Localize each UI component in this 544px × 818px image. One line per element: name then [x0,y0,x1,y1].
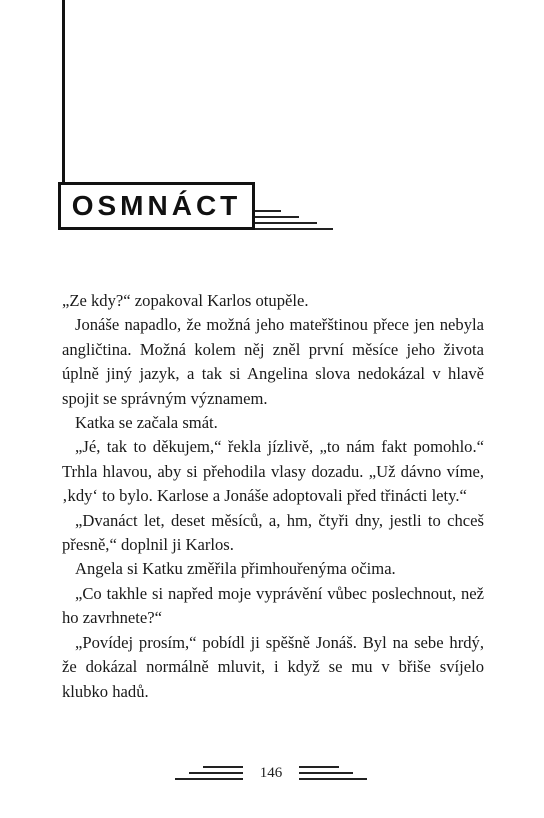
chapter-title-box [58,182,255,230]
paragraph-7: „Co takhle si napřed moje vyprávění vůbec poslechnout, než ho zavrhnete?“ [62,583,484,628]
ornament-line-1 [255,210,281,212]
ornament-line-2 [255,216,299,218]
chapter-title: OSMNÁCT [71,190,242,221]
paragraph-5: „Dvanáct let, deset měsíců, a, hm, čtyři dny, jestli to chceš přesně,“ doplnil ji Karlos. [62,510,484,555]
paragraph-3: Katka se začala smát. [75,413,218,433]
paragraph-8: „Povídej prosím,“ pobídl ji spěšně Jonáš. Byl na sebe hrdý, že dokázal normálně mluvit, i když se mu v břiše svíjelo klubko hadů. [62,632,484,701]
footer-line-right-1 [299,766,339,768]
footer-line-right-3 [299,778,367,780]
paragraph-4: „Jé, tak to děkujem,“ řekla jízlivě, „to nám fakt pomohlo.“ Trhla hlavou, aby si přehodila vlasy dozadu. „Už dávno víme, ‚kdy‘ to bylo. Karlose a Jonáše adoptovali před třinácti lety.“ [62,437,484,506]
footer-line-left-3 [175,778,243,780]
footer-line-right-2 [299,772,353,774]
footer-line-left-2 [189,772,243,774]
body-text [62,289,484,704]
paragraph-2: Jonáše napadlo, že možná jeho mateřštinou přece jen nebyla angličtina. Možná kolem něj zněl první měsíce jeho života úplně jiný jazyk, a tak si Angelina slova nedokázal v hlavě spojit se správným významem. [62,315,484,408]
ornament-line-3 [255,222,317,224]
ornament-line-4 [255,228,333,230]
paragraph-1: „Ze kdy?“ zopakoval Karlos otupěle. [62,291,309,310]
page-footer [0,762,544,784]
frame-vertical-line [62,0,65,189]
footer-line-left-1 [203,766,243,768]
page-number: 146 [259,765,283,781]
paragraph-6: Angela si Katku změřila přimhouřenýma očima. [75,559,396,579]
